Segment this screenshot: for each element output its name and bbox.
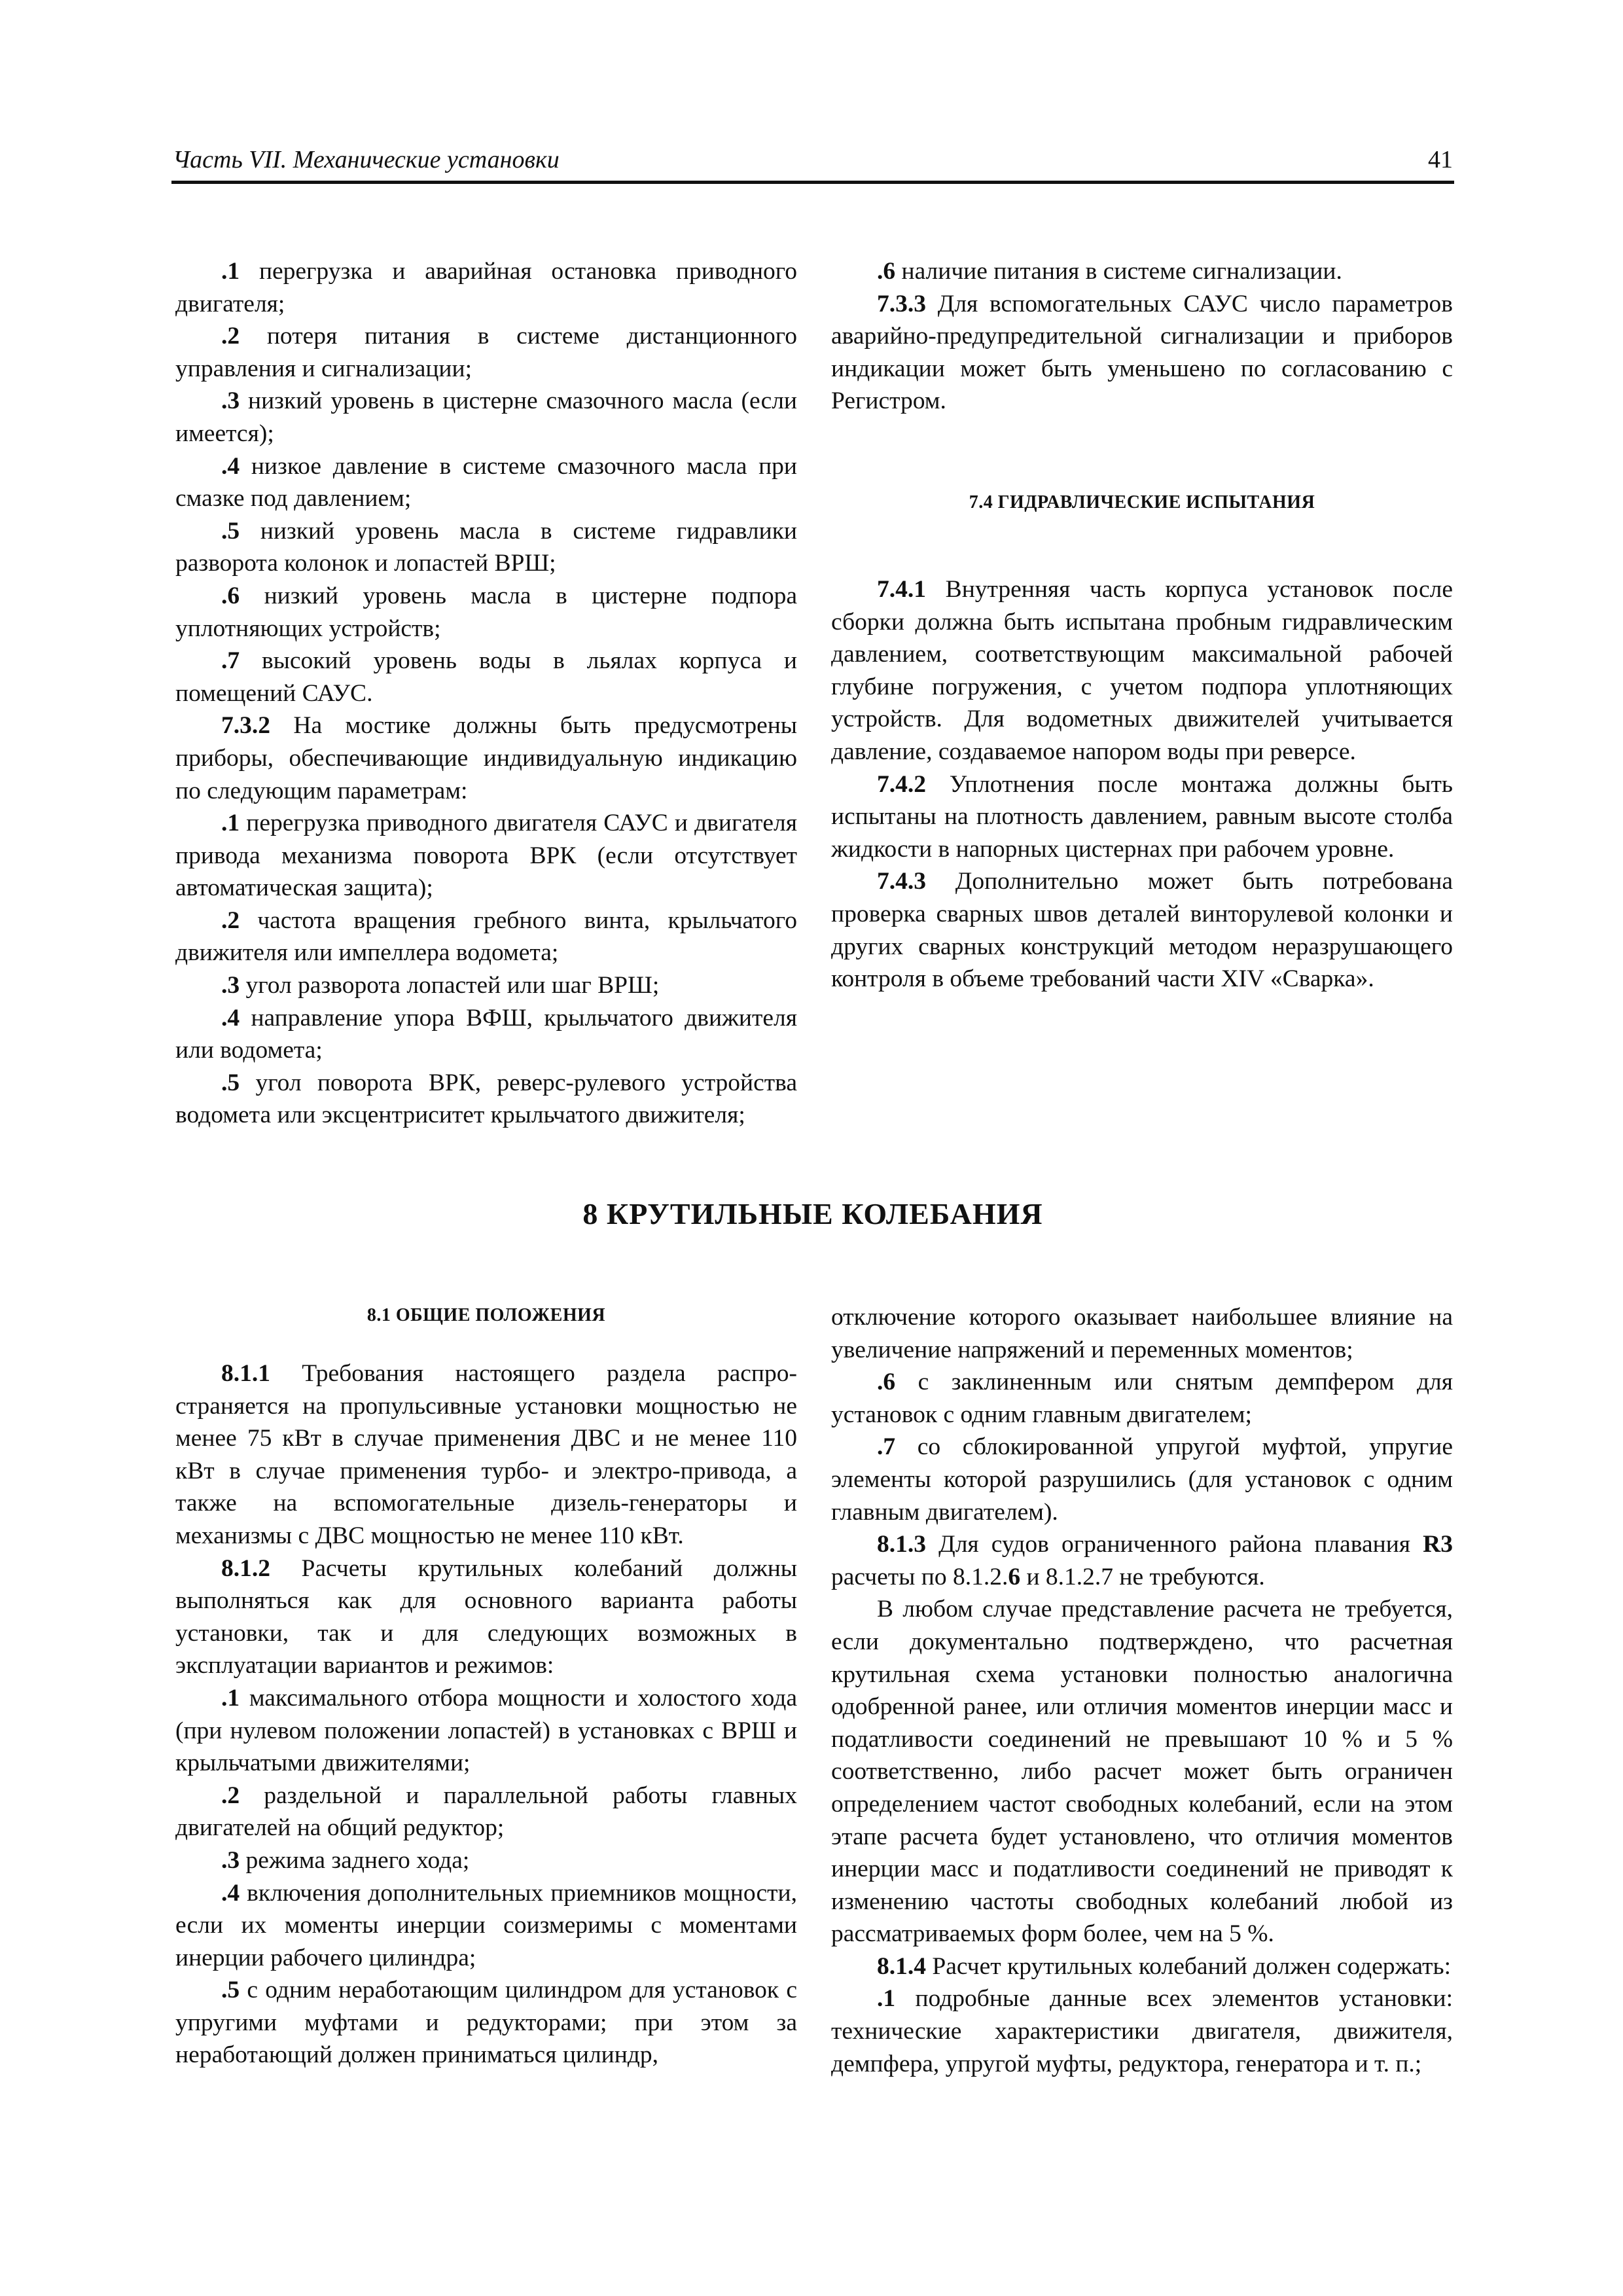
item-number: .2 — [221, 323, 240, 350]
clause-number: 8.1.2 — [221, 1554, 270, 1582]
paragraph — [175, 645, 797, 709]
clause-number: 7.4.3 — [877, 868, 926, 895]
paragraph-text: расчеты по 8.1.2. — [831, 1563, 1008, 1590]
paragraph — [831, 573, 1453, 768]
item-number: .2 — [221, 1782, 240, 1809]
item-number: .7 — [877, 1433, 896, 1461]
spacer — [175, 1329, 797, 1357]
paragraph-text: угол разворота лопастей или шаг ВРШ; — [240, 972, 660, 999]
item-number: .3 — [221, 1846, 240, 1874]
paragraph — [831, 1950, 1453, 1983]
right-column-bottom — [831, 1301, 1453, 2080]
paragraph — [831, 288, 1453, 418]
clause-number: 7.3.3 — [877, 290, 926, 317]
subsection-heading: 7.4 ГИДРАВЛИЧЕСКИЕ ИСПЫТАНИЯ — [969, 492, 1315, 512]
spacer — [831, 516, 1453, 573]
right-column-top — [831, 255, 1453, 996]
paragraph-text: включения дополнительных приемников мощности, если их моменты инерции соизмеримы с моментами инерции рабочего цилиндра; — [175, 1879, 797, 1971]
paragraph — [831, 1431, 1453, 1528]
paragraph-text: Уплотнения после монтажа должны быть испытаны на плотность давлением, равным высоте столба жидкости в напорных цистернах при рабочем уровне. — [831, 770, 1453, 863]
paragraph-text: раздельной и параллельной работы главных двигателей на общий редуктор; — [175, 1782, 797, 1842]
clause-number: 8.1.1 — [221, 1360, 270, 1387]
clause-number: 7.4.2 — [877, 770, 926, 798]
item-number: .6 — [877, 258, 896, 285]
item-number: .1 — [877, 1985, 896, 2013]
left-column-top — [175, 255, 797, 1132]
item-number: .5 — [221, 1069, 240, 1096]
clause-number: 7.3.2 — [221, 712, 270, 740]
paragraph — [175, 515, 797, 580]
paragraph — [175, 905, 797, 969]
paragraph-text: режима заднего хода; — [240, 1846, 470, 1874]
item-number: .1 — [221, 810, 240, 837]
item-number: .2 — [221, 906, 240, 934]
paragraph-text: высокий уровень воды в льялах корпуса и помещений САУС. — [175, 647, 797, 707]
spacer — [831, 418, 1453, 490]
item-number: .6 — [877, 1369, 896, 1396]
subsection-heading: 8.1 ОБЩИЕ ПОЛОЖЕНИЯ — [366, 1305, 606, 1325]
paragraph-text: Для судов ограниченного района плавания — [926, 1531, 1423, 1558]
paragraph — [175, 1844, 797, 1877]
running-header — [171, 143, 1454, 184]
item-number: .5 — [221, 517, 240, 545]
paragraph-text: максимального отбора мощности и холостого хода (при нулевом положении лопастей) в установках с ВРШ и крыльчатыми движителями; — [175, 1684, 797, 1777]
paragraph — [175, 450, 797, 515]
item-number: .6 — [221, 582, 240, 609]
item-number: .3 — [221, 972, 240, 999]
paragraph-text: Расчет крутильных колебаний должен содержать: — [926, 1952, 1451, 1980]
item-ref: 6 — [1008, 1563, 1021, 1590]
region-code: R3 — [1423, 1531, 1453, 1558]
left-column-bottom — [175, 1302, 797, 2072]
paragraph-text: низкий уровень масла в цистерне подпора уплотняющих устройств; — [175, 582, 797, 642]
paragraph-text: и 8.1.2.7 не требуются. — [1020, 1563, 1265, 1590]
paragraph-text: Для вспомогательных САУС число параметров аварийно-предупредительной сигнализации и приборов индикации может быть уменьшено по согласованию с Регистром. — [831, 290, 1453, 415]
paragraph — [175, 969, 797, 1002]
item-number: .4 — [221, 1004, 240, 1031]
paragraph-text: наличие питания в системе сигнализации. — [895, 258, 1342, 285]
paragraph — [175, 1877, 797, 1975]
paragraph — [175, 709, 797, 807]
item-number: .1 — [221, 258, 240, 285]
paragraph-text: перегрузка приводного двигателя САУС и двигателя привода механизма поворота ВРК (если отсутствует автоматическая защита); — [175, 810, 797, 902]
paragraph — [175, 385, 797, 450]
paragraph — [175, 1067, 797, 1132]
paragraph-text: Расчеты крутильных колебаний должны выполняться как для основного варианта работы установки, так и для следующих возможных в эксплуатации вариантов и режимов: — [175, 1554, 797, 1679]
paragraph-text: низкое давление в системе смазочного масла при смазке под давлением; — [175, 452, 797, 512]
item-number: .5 — [221, 1977, 240, 2004]
paragraph-text: низкий уровень масла в системе гидравлики разворота колонок и лопастей ВРШ; — [175, 517, 797, 577]
paragraph — [175, 1002, 797, 1067]
paragraph-text: частота вращения гребного винта, крыльчатого движителя или импеллера водомета; — [175, 906, 797, 967]
paragraph — [175, 580, 797, 645]
paragraph-text: со сблокированной упругой муфтой, упругие элементы которой разрушились (для установок с одним главным двигателем). — [831, 1433, 1453, 1526]
paragraph — [175, 320, 797, 385]
paragraph-text: потеря питания в системе дистанционного управления и сигнализации; — [175, 323, 797, 382]
item-number: .3 — [221, 387, 240, 415]
paragraph-text: с заклиненным или снятым демпфером для установок с одним главным двигателем; — [831, 1369, 1453, 1428]
paragraph-text: низкий уровень в цистерне смазочного масла (если имеется); — [175, 387, 797, 447]
paragraph — [175, 1974, 797, 2072]
paragraph — [175, 807, 797, 905]
paragraph-text: Требования настоящего раздела распространяется на пропульсивные установки мощностью не менее 75 кВт в случае применения ДВС и не менее 110 кВт в случае применения турбо- и электро-привода, а также на вспомогательные дизель-генераторы и механизмы с ДВС мощностью не менее 110 кВт. — [175, 1360, 797, 1549]
page-number: 41 — [1428, 146, 1453, 173]
paragraph — [175, 1357, 797, 1552]
paragraph — [831, 255, 1453, 288]
paragraph-text: с одним неработающим цилиндром для установок с упругими муфтами и редукторами; при этом за неработающий должен приниматься цилиндр, — [175, 1977, 797, 2069]
paragraph — [175, 1780, 797, 1844]
paragraph: В любом случае представление расчета не требуется, если документально подтверждено, что расчетная крутильная схема установки полностью аналогична одобренной ранее, или отличия моментов инерции масс и податливости соединений не превышают 10 % и 5 % соответственно, либо расчет может быть ограничен определением частот свободных колебаний, если на этом этапе расчета будет установлено, что отличия моментов инерции масс и податливости соединений не приводят к изменению частоты свободных колебаний любой из рассматриваемых форм более, чем на 5 %. — [831, 1596, 1453, 1948]
paragraph — [831, 865, 1453, 995]
paragraph — [175, 255, 797, 320]
item-number: .4 — [221, 452, 240, 480]
paragraph — [831, 1982, 1453, 2080]
clause-number: 8.1.4 — [877, 1952, 926, 1980]
paragraph — [831, 1366, 1453, 1431]
clause-number: 8.1.3 — [877, 1531, 926, 1558]
paragraph-continuation: отключение которого оказывает наибольшее влияние на увеличение напряжений и переменных моментов; — [831, 1304, 1453, 1363]
section-title: 8 КРУТИЛЬНЫЕ КОЛЕБАНИЯ — [582, 1197, 1043, 1230]
paragraph — [831, 1528, 1453, 1593]
paragraph-text: Дополнительно может быть потребована проверка сварных швов деталей винторулевой колонки и других сварных конструкций методом неразрушающего контроля в объеме требований части XIV «Сварка». — [831, 868, 1453, 993]
clause-number: 7.4.1 — [877, 575, 926, 603]
paragraph-text: направление упора ВФШ, крыльчатого движителя или водомета; — [175, 1004, 797, 1064]
paragraph-text: угол поворота ВРК, реверс-рулевого устройства водомета или эксцентриситет крыльчатого движителя; — [175, 1069, 797, 1129]
paragraph — [175, 1682, 797, 1780]
item-number: .7 — [221, 647, 240, 675]
paragraph — [175, 1552, 797, 1682]
paragraph-text: перегрузка и аварийная остановка приводного двигателя; — [175, 258, 797, 317]
paragraph-text: подробные данные всех элементов установки: технические характеристики двигателя, движителя, демпфера, упругой муфты, редуктора, генератора и т. п.; — [831, 1985, 1453, 2077]
paragraph-text: Внутренняя часть корпуса установок после сборки должна быть испытана пробным гидравлическим давлением, соответствующим максимальной рабочей глубине погружения, с учетом подпора уплотняющих устройств. Для водометных движителей учитывается давление, создаваемое напором воды при реверсе. — [831, 575, 1453, 765]
paragraph-text: На мостике должны быть предусмотрены приборы, обеспечивающие индивидуальную индикацию по следующим параметрам: — [175, 712, 797, 804]
item-number: .4 — [221, 1879, 240, 1907]
item-number: .1 — [221, 1684, 240, 1712]
running-header-title: Часть VII. Механические установки — [173, 146, 560, 173]
paragraph — [831, 768, 1453, 866]
